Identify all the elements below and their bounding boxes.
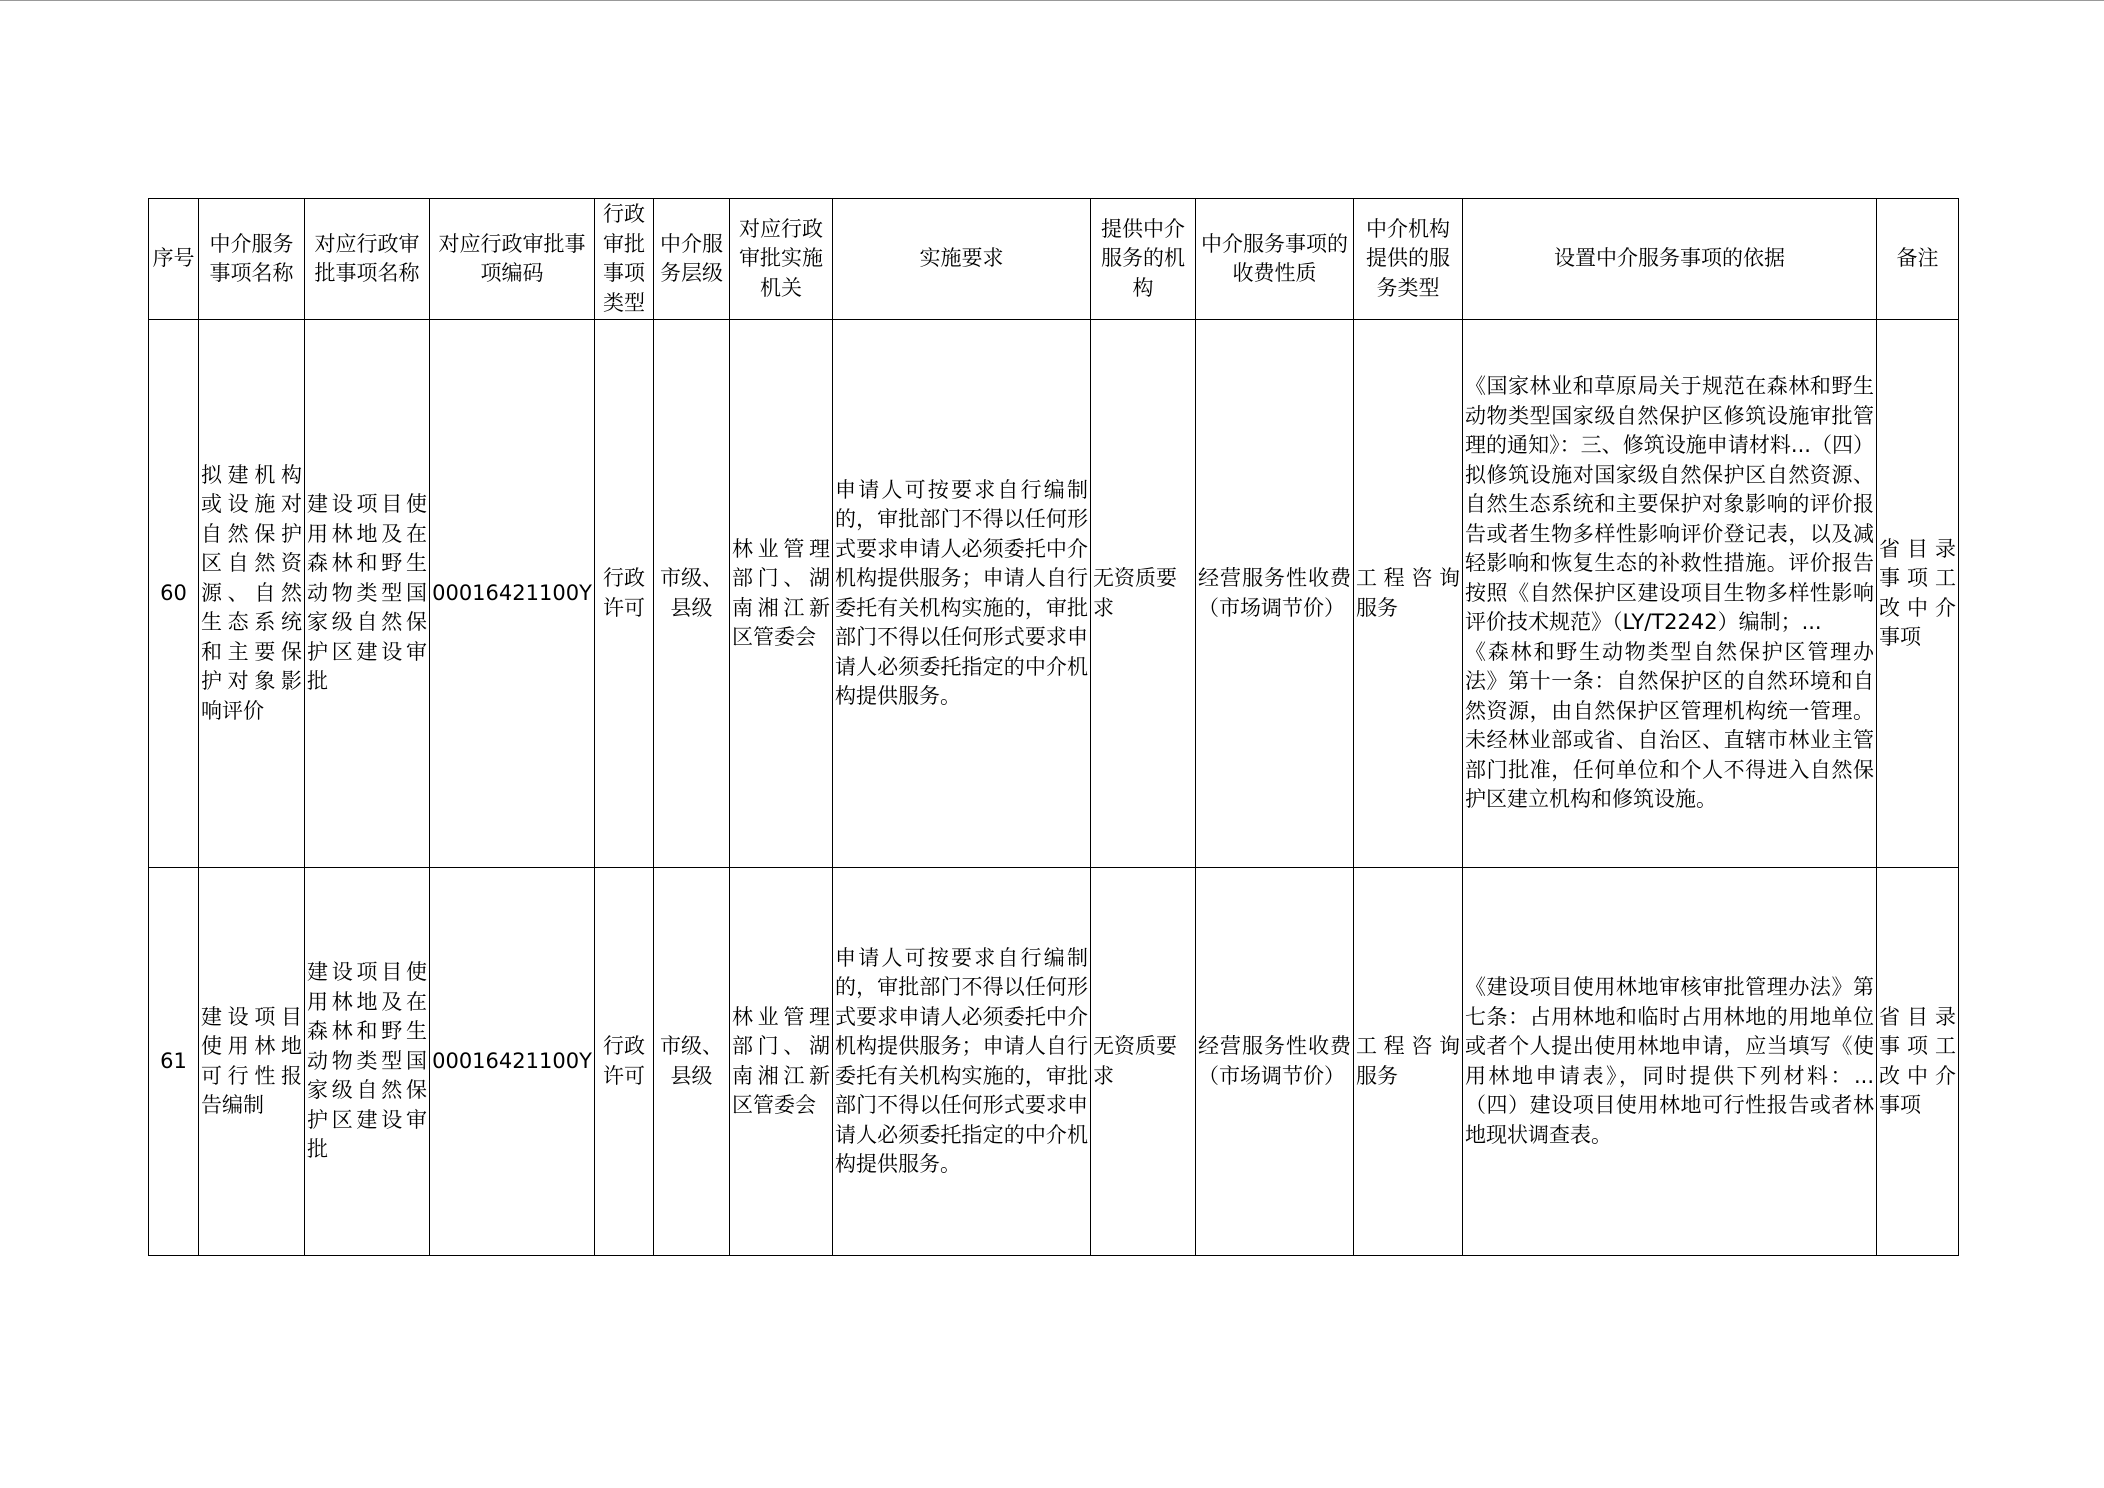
cell-approval-type: 行政许可	[595, 868, 654, 1256]
page-top-border	[0, 0, 2104, 1]
header-requirement: 实施要求	[833, 199, 1091, 320]
cell-basis	[1463, 320, 1877, 868]
cell-approval-type: 行政许可	[595, 320, 654, 868]
cell-provider: 无资质要求	[1091, 320, 1196, 868]
cell-authority: 林业管理部门、湖南湘江新区管委会	[730, 320, 833, 868]
header-service-name: 中介服务事项名称	[199, 199, 305, 320]
table-row	[149, 320, 1959, 868]
basis-paragraph: 《森林和野生动物类型自然保护区管理办法》第十一条：自然保护区的自然环境和自然资源，由自然保护区管理机构统一管理。未经林业部或省、自治区、直辖市林业主管部门批准，任何单位和个人不得进入自然保护区建立机构和修筑设施。	[1465, 639, 1874, 812]
cell-service-level: 市级、县级	[654, 868, 730, 1256]
cell-approval-name: 建设项目使用林地及在森林和野生动物类型国家级自然保护区建设审批	[305, 868, 430, 1256]
header-fee-nature: 中介服务事项的收费性质	[1196, 199, 1354, 320]
header-approval-name: 对应行政审批事项名称	[305, 199, 430, 320]
cell-no: 61	[149, 868, 199, 1256]
cell-remark: 省目录事项工改中介事项	[1877, 320, 1959, 868]
header-provider: 提供中介服务的机构	[1091, 199, 1196, 320]
cell-remark: 省目录事项工改中介事项	[1877, 868, 1959, 1256]
cell-approval-code: 00016421100Y	[430, 320, 595, 868]
intermediary-services-table	[148, 198, 1959, 1256]
cell-requirement: 申请人可按要求自行编制的，审批部门不得以任何形式要求申请人必须委托中介机构提供服务；申请人自行委托有关机构实施的，审批部门不得以任何形式要求申请人必须委托指定的中介机构提供服务。	[833, 320, 1091, 868]
header-remark: 备注	[1877, 199, 1959, 320]
header-approval-code: 对应行政审批事项编码	[430, 199, 595, 320]
cell-basis	[1463, 868, 1877, 1256]
cell-service-level: 市级、县级	[654, 320, 730, 868]
header-approval-type: 行政审批事项类型	[595, 199, 654, 320]
basis-paragraph: 《国家林业和草原局关于规范在森林和野生动物类型国家级自然保护区修筑设施审批管理的通知》：三、修筑设施申请材料...（四）拟修筑设施对国家级自然保护区自然资源、自然生态系统和主要保护对象影响的评价报告或者生物多样性影响评价登记表，以及减轻影响和恢复生态的补救性措施。评价报告按照《自然保护区建设项目生物多样性影响评价技术规范》（LY/T2242）编制；...	[1465, 374, 1874, 635]
cell-authority: 林业管理部门、湖南湘江新区管委会	[730, 868, 833, 1256]
header-no: 序号	[149, 199, 199, 320]
cell-no: 60	[149, 320, 199, 868]
cell-service-name: 拟建机构或设施对自然保护区自然资源、自然生态系统和主要保护对象影响评价	[199, 320, 305, 868]
cell-fee-nature: 经营服务性收费（市场调节价）	[1196, 320, 1354, 868]
cell-service-name: 建设项目使用林地可行性报告编制	[199, 868, 305, 1256]
cell-provider: 无资质要求	[1091, 868, 1196, 1256]
cell-requirement: 申请人可按要求自行编制的，审批部门不得以任何形式要求申请人必须委托中介机构提供服务；申请人自行委托有关机构实施的，审批部门不得以任何形式要求申请人必须委托指定的中介机构提供服务。	[833, 868, 1091, 1256]
header-service-level: 中介服务层级	[654, 199, 730, 320]
table-row	[149, 868, 1959, 1256]
header-basis: 设置中介服务事项的依据	[1463, 199, 1877, 320]
header-row	[149, 199, 1959, 320]
cell-service-type: 工程咨询服务	[1354, 868, 1463, 1256]
cell-approval-name: 建设项目使用林地及在森林和野生动物类型国家级自然保护区建设审批	[305, 320, 430, 868]
cell-approval-code: 00016421100Y	[430, 868, 595, 1256]
cell-service-type: 工程咨询服务	[1354, 320, 1463, 868]
basis-paragraph: 《建设项目使用林地审核审批管理办法》第七条：占用林地和临时占用林地的用地单位或者个人提出使用林地申请，应当填写《使用林地申请表》，同时提供下列材料：...（四）建设项目使用林地可行性报告或者林地现状调查表。	[1465, 975, 1874, 1147]
cell-fee-nature: 经营服务性收费（市场调节价）	[1196, 868, 1354, 1256]
header-service-type: 中介机构提供的服务类型	[1354, 199, 1463, 320]
header-authority: 对应行政审批实施机关	[730, 199, 833, 320]
